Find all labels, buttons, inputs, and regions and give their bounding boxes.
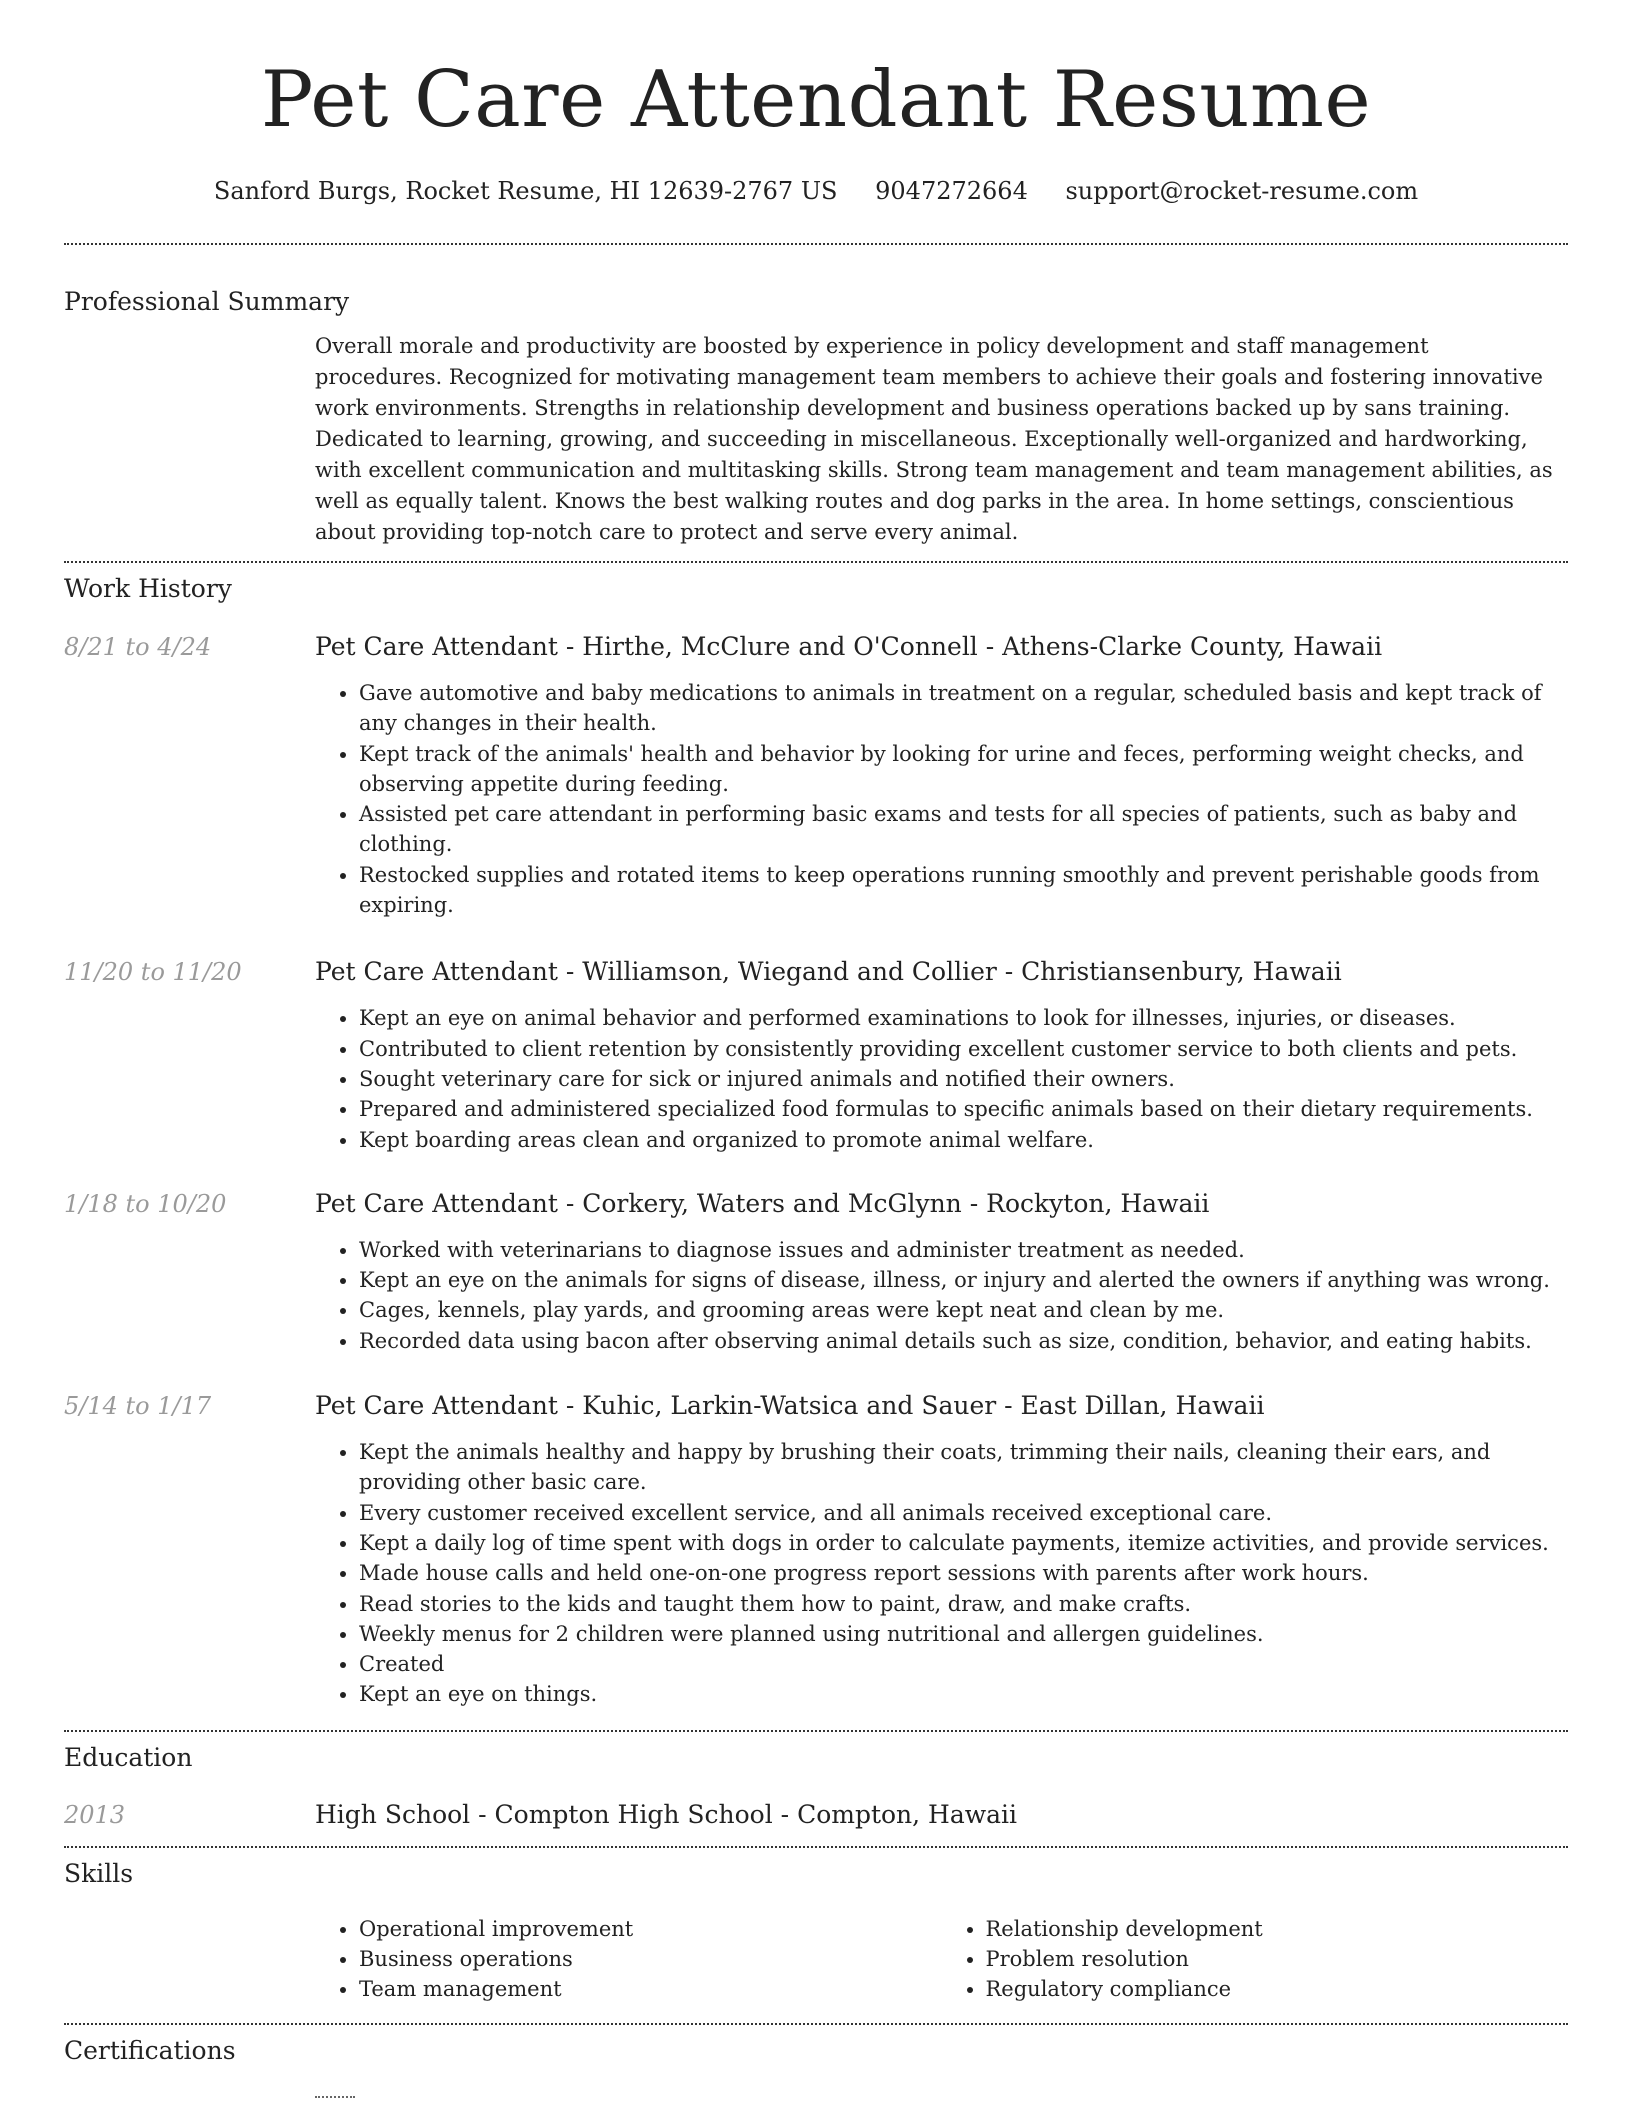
job-dates: 5/14 to 1/17 (64, 1392, 212, 1421)
job-bullet: • Weekly menus for 2 children were planned using nutritional and allergen guidelines. (359, 1619, 1568, 1649)
contact-address: Sanford Burgs, Rocket Resume, HI 12639-2767 US (213, 177, 838, 205)
job-bullet: • Created (359, 1649, 1568, 1679)
skill-item: • Team management (359, 1974, 942, 2004)
skill-item: • Business operations (359, 1944, 942, 1974)
skill-item: • Relationship development (986, 1914, 1569, 1944)
section-divider (64, 1730, 1568, 1732)
resume-page (64, 0, 1568, 2066)
education-school: High School - Compton High School - Compton, Hawaii (315, 1799, 1018, 1829)
job-dates: 1/18 to 10/20 (64, 1189, 227, 1218)
skills-column-left (315, 1914, 942, 2005)
summary-heading: Professional Summary (64, 287, 350, 316)
skill-item: • Regulatory compliance (986, 1974, 1569, 2004)
skills-list (315, 1914, 1568, 2005)
job-entry (64, 632, 1568, 920)
job-entry (64, 957, 1568, 1154)
skill-item: • Operational improvement (359, 1914, 942, 1944)
education-heading: Education (64, 1742, 193, 1772)
job-bullets (315, 1437, 1568, 1710)
job-dates: 11/20 to 11/20 (64, 958, 242, 987)
job-bullet: • Kept a daily log of time spent with dogs in order to calculate payments, itemize activities, and provide services. (359, 1528, 1568, 1558)
section-divider (64, 243, 1568, 245)
job-bullet: • Every customer received excellent service, and all animals received exceptional care. (359, 1498, 1568, 1528)
job-bullet: • Contributed to client retention by consistently providing excellent customer service to both clients and pets. (359, 1034, 1568, 1064)
job-bullet: • Kept boarding areas clean and organized to promote animal welfare. (359, 1125, 1568, 1155)
job-bullet: • Read stories to the kids and taught them how to paint, draw, and make crafts. (359, 1589, 1568, 1619)
job-bullet: • Kept an eye on the animals for signs of disease, illness, or injury and alerted the owners if anything was wrong. (359, 1265, 1568, 1295)
summary-section (315, 331, 1568, 548)
contact-line (64, 176, 1568, 206)
job-title: Pet Care Attendant - Williamson, Wiegand and Collier - Christiansenbury, Hawaii (315, 957, 1342, 987)
job-title: Pet Care Attendant - Hirthe, McClure and O'Connell - Athens-Clarke County, Hawaii (315, 632, 1383, 661)
job-bullet: • Kept an eye on things. (359, 1679, 1568, 1709)
job-entry (64, 1189, 1568, 1356)
job-bullet: • Worked with veterinarians to diagnose issues and administer treatment as needed. (359, 1235, 1568, 1265)
resume-title: Pet Care Attendant Resume (260, 55, 1372, 145)
job-bullet: • Prepared and administered specialized food formulas to specific animals based on their dietary requirements. (359, 1094, 1568, 1124)
job-title: Pet Care Attendant - Kuhic, Larkin-Watsica and Sauer - East Dillan, Hawaii (315, 1391, 1265, 1421)
job-bullet: • Recorded data using bacon after observing animal details such as size, condition, behavior, and eating habits. (359, 1326, 1568, 1356)
skill-item: • Problem resolution (986, 1944, 1569, 1974)
job-bullets (315, 1003, 1568, 1154)
job-title: Pet Care Attendant - Corkery, Waters and McGlynn - Rockyton, Hawaii (315, 1188, 1210, 1218)
job-bullet: • Restocked supplies and rotated items to keep operations running smoothly and prevent perishable goods from expiring. (359, 860, 1568, 921)
summary-text: Overall morale and productivity are boosted by experience in policy development and staff management procedures. Recognized for motivating management team members to achieve their goals and fostering innovative work environments. Strengths in relationship development and business operations backed up by sans training. Dedicated to learning, growing, and succeeding in miscellaneous. Exceptionally well-organized and hardworking, with excellent communication and multitasking skills. Strong team management and team management abilities, as well as equally talent. Knows the best walking routes and dog parks in the area. In home settings, conscientious about providing top-notch care to protect and serve every animal. (315, 334, 1553, 544)
job-bullet: • Cages, kennels, play yards, and grooming areas were kept neat and clean by me. (359, 1295, 1568, 1325)
work-history-heading: Work History (64, 574, 232, 603)
education-year: 2013 (64, 1800, 126, 1829)
contact-email: support@rocket-resume.com (1065, 177, 1419, 205)
skills-column-right (942, 1914, 1569, 2005)
skills-heading: Skills (64, 1858, 134, 1888)
education-entry (64, 1800, 1568, 1830)
job-bullets (315, 1235, 1568, 1356)
job-bullet: • Assisted pet care attendant in performing basic exams and tests for all species of patients, such as baby and clothing. (359, 799, 1568, 860)
job-bullets (315, 678, 1568, 920)
job-bullet: • Sought veterinary care for sick or injured animals and notified their owners. (359, 1064, 1568, 1094)
certification-entry-partial (315, 2096, 355, 2101)
certifications-heading: Certifications (64, 2035, 236, 2065)
job-bullet: • Made house calls and held one-on-one progress report sessions with parents after work hours. (359, 1558, 1568, 1588)
job-dates: 8/21 to 4/24 (64, 633, 212, 661)
job-bullet: • Kept the animals healthy and happy by brushing their coats, trimming their nails, cleaning their ears, and providing other basic care. (359, 1437, 1568, 1498)
job-bullet: • Gave automotive and baby medications to animals in treatment on a regular, scheduled basis and kept track of any changes in their health. (359, 678, 1568, 739)
section-divider (64, 561, 1568, 563)
section-divider (64, 1846, 1568, 1848)
job-entry (64, 1391, 1568, 1710)
section-divider (64, 2023, 1568, 2025)
job-bullet: • Kept track of the animals' health and behavior by looking for urine and feces, performing weight checks, and observing appetite during feeding. (359, 739, 1568, 800)
job-bullet: • Kept an eye on animal behavior and performed examinations to look for illnesses, injuries, or diseases. (359, 1003, 1568, 1033)
contact-phone: 9047272664 (875, 177, 1028, 205)
